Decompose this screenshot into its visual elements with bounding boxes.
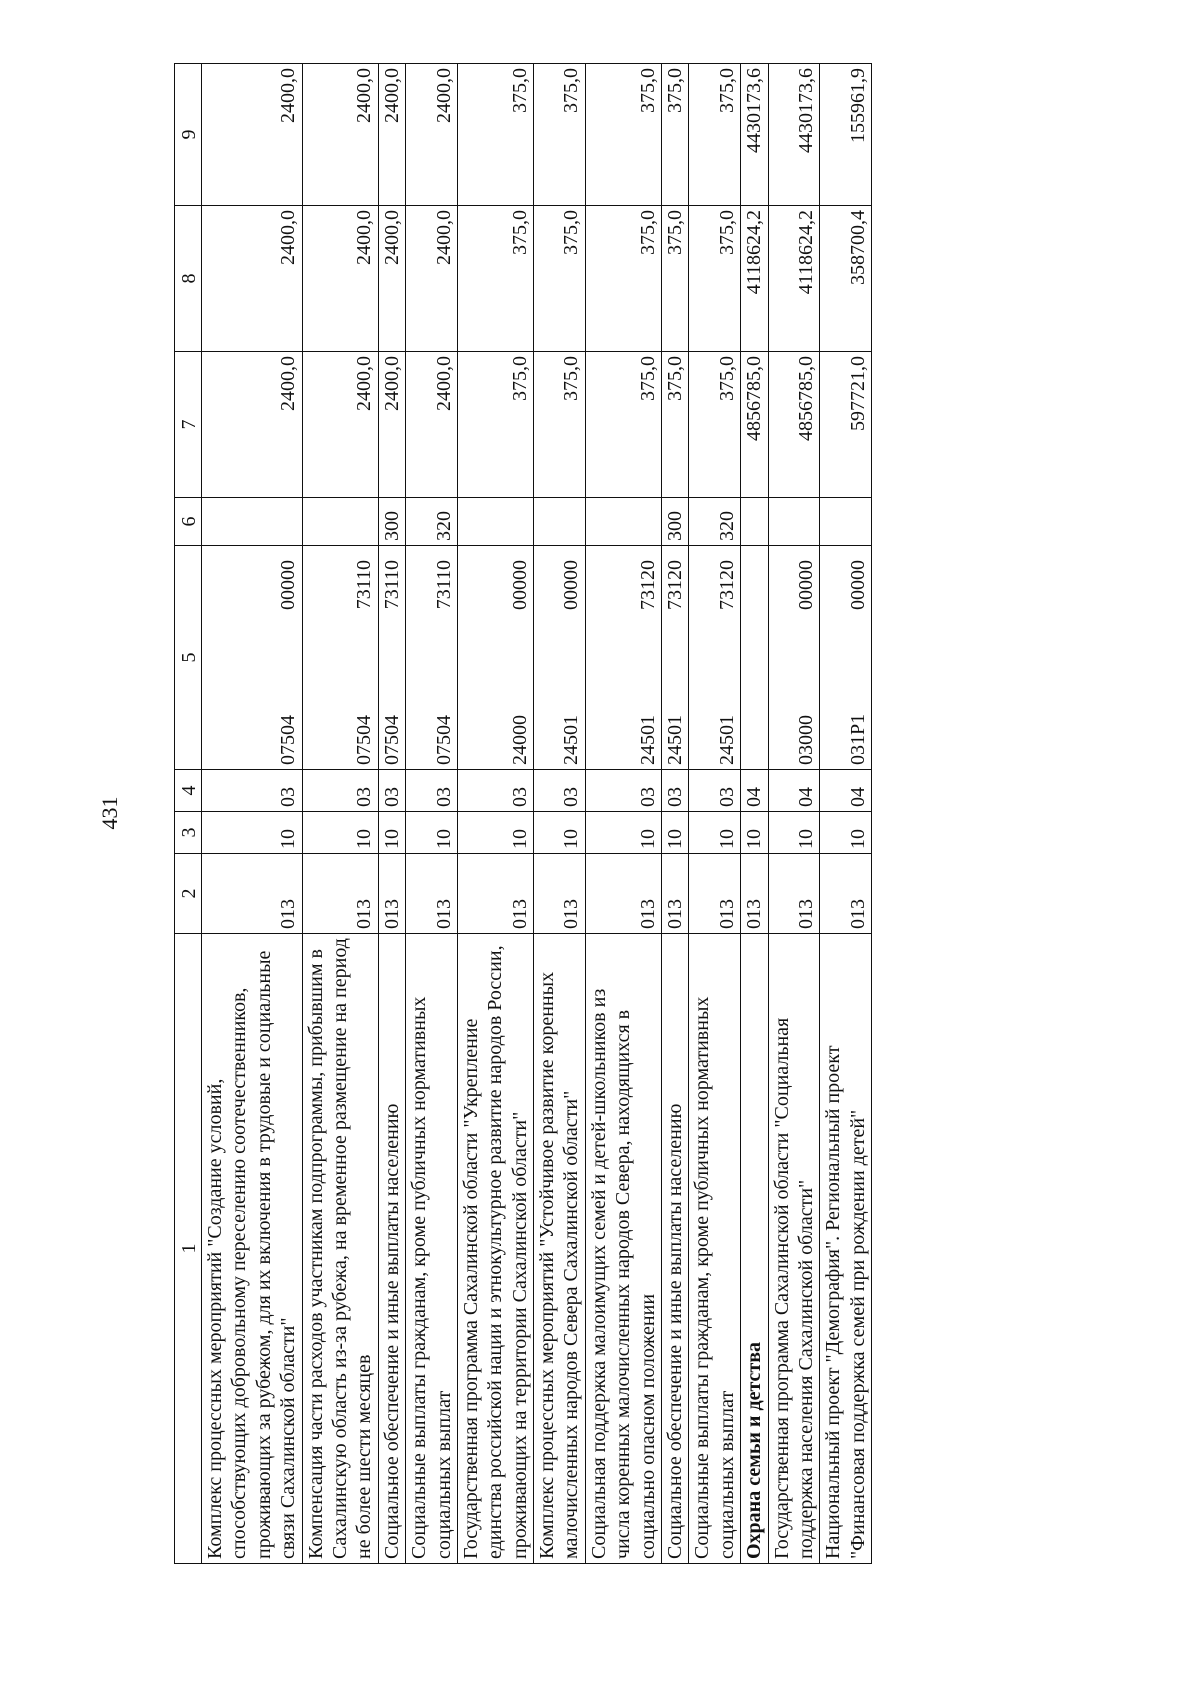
header-col-4: 4: [175, 770, 202, 812]
target-article-direction: 73120: [715, 560, 738, 610]
budget-table: [174, 63, 872, 1564]
cell-name: Социальное обеспечение и иные выплаты населению: [378, 934, 405, 1564]
table-row: [406, 64, 458, 1564]
cell-amount-year-3: 2400,0: [302, 64, 378, 206]
cell-name: Социальные выплаты гражданам, кроме публичных нормативных социальных выплат: [406, 934, 458, 1564]
cell-section: 10: [302, 812, 378, 854]
header-col-5: 5: [175, 546, 202, 770]
target-article-direction: 00000: [560, 560, 583, 610]
target-article-direction: 00000: [794, 560, 817, 610]
cell-target-article: [457, 546, 533, 770]
cell-amount-year-2: 358700,4: [820, 206, 872, 352]
target-article-direction: 00000: [846, 560, 869, 610]
cell-amount-year-1: 4856785,0: [741, 352, 768, 498]
cell-amount-year-3: 375,0: [689, 64, 741, 206]
cell-amount-year-3: 375,0: [585, 64, 661, 206]
cell-subsection: 03: [202, 770, 303, 812]
cell-amount-year-1: 2400,0: [378, 352, 405, 498]
cell-amount-year-2: 375,0: [689, 206, 741, 352]
table-row: [534, 64, 586, 1564]
cell-subsection: 03: [378, 770, 405, 812]
table-row: [457, 64, 533, 1564]
cell-subsection: 03: [689, 770, 741, 812]
cell-amount-year-1: 375,0: [689, 352, 741, 498]
target-article-program: 24501: [715, 715, 738, 765]
cell-amount-year-1: 4856785,0: [768, 352, 820, 498]
cell-subsection: 03: [585, 770, 661, 812]
cell-expense-type: 320: [406, 498, 458, 546]
target-article-direction: 73120: [664, 560, 687, 610]
cell-target-article: [378, 546, 405, 770]
table-row: [202, 64, 303, 1564]
table-row: [768, 64, 820, 1564]
cell-amount-year-3: 4430173,6: [741, 64, 768, 206]
target-article-direction: 73120: [636, 560, 659, 610]
header-row: [175, 64, 202, 1564]
cell-name: Социальная поддержка малоимущих семей и детей-школьников из числа коренных малочисленных народов Севера, находящихся в социально опасном положении: [585, 934, 661, 1564]
cell-amount-year-1: 597721,0: [820, 352, 872, 498]
target-article-direction: 00000: [277, 560, 300, 610]
cell-amount-year-1: 2400,0: [202, 352, 303, 498]
cell-expense-type: [768, 498, 820, 546]
target-article-program: 24501: [560, 715, 583, 765]
cell-name: Государственная программа Сахалинской области "Укрепление единства российской нации и этнокультурное развитие народов России, проживающих на территории Сахалинской области": [457, 934, 533, 1564]
cell-amount-year-3: 4430173,6: [768, 64, 820, 206]
table-row: [585, 64, 661, 1564]
header-col-9: 9: [175, 64, 202, 206]
cell-expense-type: [741, 498, 768, 546]
cell-target-article: [534, 546, 586, 770]
target-article-direction: 73110: [380, 560, 403, 610]
cell-target-article: [202, 546, 303, 770]
cell-expense-type: 320: [689, 498, 741, 546]
cell-section: 10: [202, 812, 303, 854]
cell-amount-year-2: 2400,0: [378, 206, 405, 352]
cell-amount-year-1: 375,0: [457, 352, 533, 498]
cell-name: Государственная программа Сахалинской области "Социальная поддержка населения Сахалинской области": [768, 934, 820, 1564]
table-body: [202, 64, 872, 1564]
target-article-program: 07504: [432, 715, 455, 765]
cell-amount-year-2: 4118624,2: [741, 206, 768, 352]
table-row: [689, 64, 741, 1564]
header-col-3: 3: [175, 812, 202, 854]
cell-name: Социальное обеспечение и иные выплаты населению: [662, 934, 689, 1564]
target-article-direction: 00000: [508, 560, 531, 610]
cell-target-article: [820, 546, 872, 770]
target-article-program: 24501: [664, 715, 687, 765]
cell-amount-year-2: 2400,0: [302, 206, 378, 352]
cell-amount-year-2: 2400,0: [202, 206, 303, 352]
cell-name: Комплекс процессных мероприятий "Устойчивое развитие коренных малочисленных народов Севера Сахалинской области": [534, 934, 586, 1564]
cell-target-article: [585, 546, 661, 770]
cell-subsection: 04: [768, 770, 820, 812]
table-row: [741, 64, 768, 1564]
cell-expense-type: [457, 498, 533, 546]
cell-amount-year-1: 2400,0: [302, 352, 378, 498]
cell-name: Компенсация части расходов участникам подпрограммы, прибывшим в Сахалинскую область из-за рубежа, на временное размещение на период не более шести месяцев: [302, 934, 378, 1564]
target-article-program: 07504: [380, 715, 403, 765]
target-article-direction: 73110: [432, 560, 455, 610]
cell-amount-year-2: 375,0: [534, 206, 586, 352]
cell-name: Социальные выплаты гражданам, кроме публичных нормативных социальных выплат: [689, 934, 741, 1564]
cell-subsection: 03: [534, 770, 586, 812]
cell-subsection: 03: [662, 770, 689, 812]
cell-expense-type: [585, 498, 661, 546]
cell-section: 10: [378, 812, 405, 854]
cell-target-article: [662, 546, 689, 770]
cell-amount-year-3: 2400,0: [406, 64, 458, 206]
cell-subsection: 03: [302, 770, 378, 812]
header-col-1: 1: [175, 934, 202, 1564]
cell-amount-year-1: 375,0: [534, 352, 586, 498]
header-col-2: 2: [175, 854, 202, 934]
cell-section: 10: [662, 812, 689, 854]
cell-section: 10: [820, 812, 872, 854]
target-article-program: 24000: [508, 715, 531, 765]
cell-target-article: [768, 546, 820, 770]
target-article-program: 03000: [794, 715, 817, 765]
target-article-program: 07504: [353, 715, 376, 765]
cell-expense-type: [202, 498, 303, 546]
cell-amount-year-3: 2400,0: [202, 64, 303, 206]
cell-expense-type: [302, 498, 378, 546]
cell-expense-type: 300: [662, 498, 689, 546]
cell-subsection: 03: [457, 770, 533, 812]
cell-expense-type: [820, 498, 872, 546]
table-row: [820, 64, 872, 1564]
page-number: 431: [97, 796, 122, 830]
cell-target-article: [302, 546, 378, 770]
cell-ministry-code: 013: [457, 854, 533, 934]
cell-target-article: [689, 546, 741, 770]
cell-ministry-code: 013: [820, 854, 872, 934]
cell-section: 10: [457, 812, 533, 854]
cell-ministry-code: 013: [202, 854, 303, 934]
rotated-table-container: [174, 64, 1174, 1564]
cell-ministry-code: 013: [741, 854, 768, 934]
cell-ministry-code: 013: [662, 854, 689, 934]
cell-expense-type: [534, 498, 586, 546]
header-col-8: 8: [175, 206, 202, 352]
target-article-program: 24501: [636, 715, 659, 765]
target-article-program: 07504: [277, 715, 300, 765]
cell-name: Комплекс процессных мероприятий "Создание условий, способствующих добровольному переселению соотечественников, проживающих за рубежом, для их включения в трудовые и социальные связи Сахалинской области": [202, 934, 303, 1564]
cell-section: 10: [585, 812, 661, 854]
cell-amount-year-2: 375,0: [662, 206, 689, 352]
cell-expense-type: 300: [378, 498, 405, 546]
cell-ministry-code: 013: [378, 854, 405, 934]
cell-subsection: 04: [820, 770, 872, 812]
cell-amount-year-1: 375,0: [585, 352, 661, 498]
table-row: [662, 64, 689, 1564]
cell-amount-year-3: 375,0: [662, 64, 689, 206]
table-row: [378, 64, 405, 1564]
cell-ministry-code: 013: [768, 854, 820, 934]
cell-subsection: 03: [406, 770, 458, 812]
target-article-program: 031P1: [846, 713, 869, 765]
header-col-7: 7: [175, 352, 202, 498]
cell-section: 10: [768, 812, 820, 854]
cell-ministry-code: 013: [302, 854, 378, 934]
cell-section: 10: [534, 812, 586, 854]
cell-amount-year-2: 375,0: [585, 206, 661, 352]
cell-target-article: [741, 546, 768, 770]
cell-ministry-code: 013: [585, 854, 661, 934]
cell-amount-year-3: 375,0: [457, 64, 533, 206]
cell-amount-year-3: 155961,9: [820, 64, 872, 206]
cell-amount-year-1: 375,0: [662, 352, 689, 498]
cell-ministry-code: 013: [689, 854, 741, 934]
cell-amount-year-3: 375,0: [534, 64, 586, 206]
cell-target-article: [406, 546, 458, 770]
cell-amount-year-1: 2400,0: [406, 352, 458, 498]
cell-name: Национальный проект "Демография". Региональный проект "Финансовая поддержка семей при рождении детей": [820, 934, 872, 1564]
cell-amount-year-2: 4118624,2: [768, 206, 820, 352]
cell-name: Охрана семьи и детства: [741, 934, 768, 1564]
cell-amount-year-2: 375,0: [457, 206, 533, 352]
cell-section: 10: [406, 812, 458, 854]
cell-section: 10: [741, 812, 768, 854]
cell-amount-year-3: 2400,0: [378, 64, 405, 206]
cell-section: 10: [689, 812, 741, 854]
table-row: [302, 64, 378, 1564]
cell-ministry-code: 013: [534, 854, 586, 934]
cell-amount-year-2: 2400,0: [406, 206, 458, 352]
cell-ministry-code: 013: [406, 854, 458, 934]
target-article-direction: 73110: [353, 560, 376, 610]
header-col-6: 6: [175, 498, 202, 546]
cell-subsection: 04: [741, 770, 768, 812]
